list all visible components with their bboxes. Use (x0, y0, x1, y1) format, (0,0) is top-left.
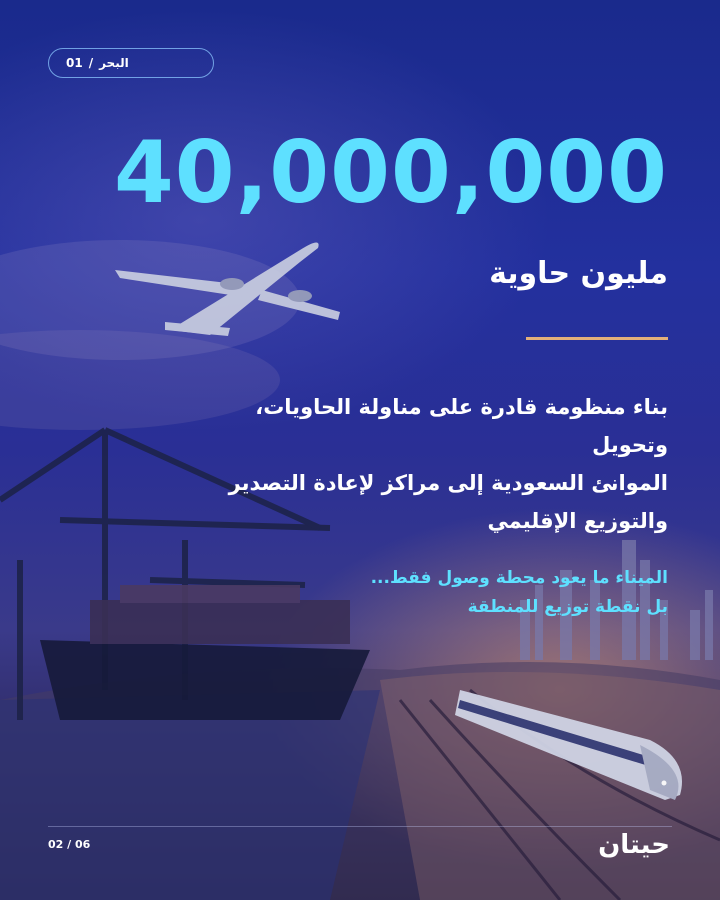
body-line: بناء منظومة قادرة على مناولة الحاويات، وتحويل (255, 395, 668, 457)
highlight-text (308, 564, 668, 622)
footer-divider (48, 826, 672, 827)
section-separator: / (88, 56, 94, 70)
page-count: 02 / 06 (48, 838, 91, 851)
body-text (228, 388, 668, 540)
headline-unit: مليون حاوية (489, 256, 668, 291)
highlight-line: الميناء ما يعود محطة وصول فقط... (370, 568, 668, 588)
divider (526, 337, 668, 340)
body-line: الموانئ السعودية إلى مراكز لإعادة التصدير (228, 471, 668, 495)
section-name: البحر (99, 56, 129, 70)
section-index: 01 (66, 56, 83, 70)
brand-logo: حيتان (598, 830, 670, 860)
highlight-line: بل نقطة توزيع للمنطقة (467, 597, 668, 617)
body-line: والتوزيع الإقليمي (487, 509, 668, 533)
headline-number: 40,000,000 (113, 123, 668, 223)
section-tag (48, 48, 214, 78)
